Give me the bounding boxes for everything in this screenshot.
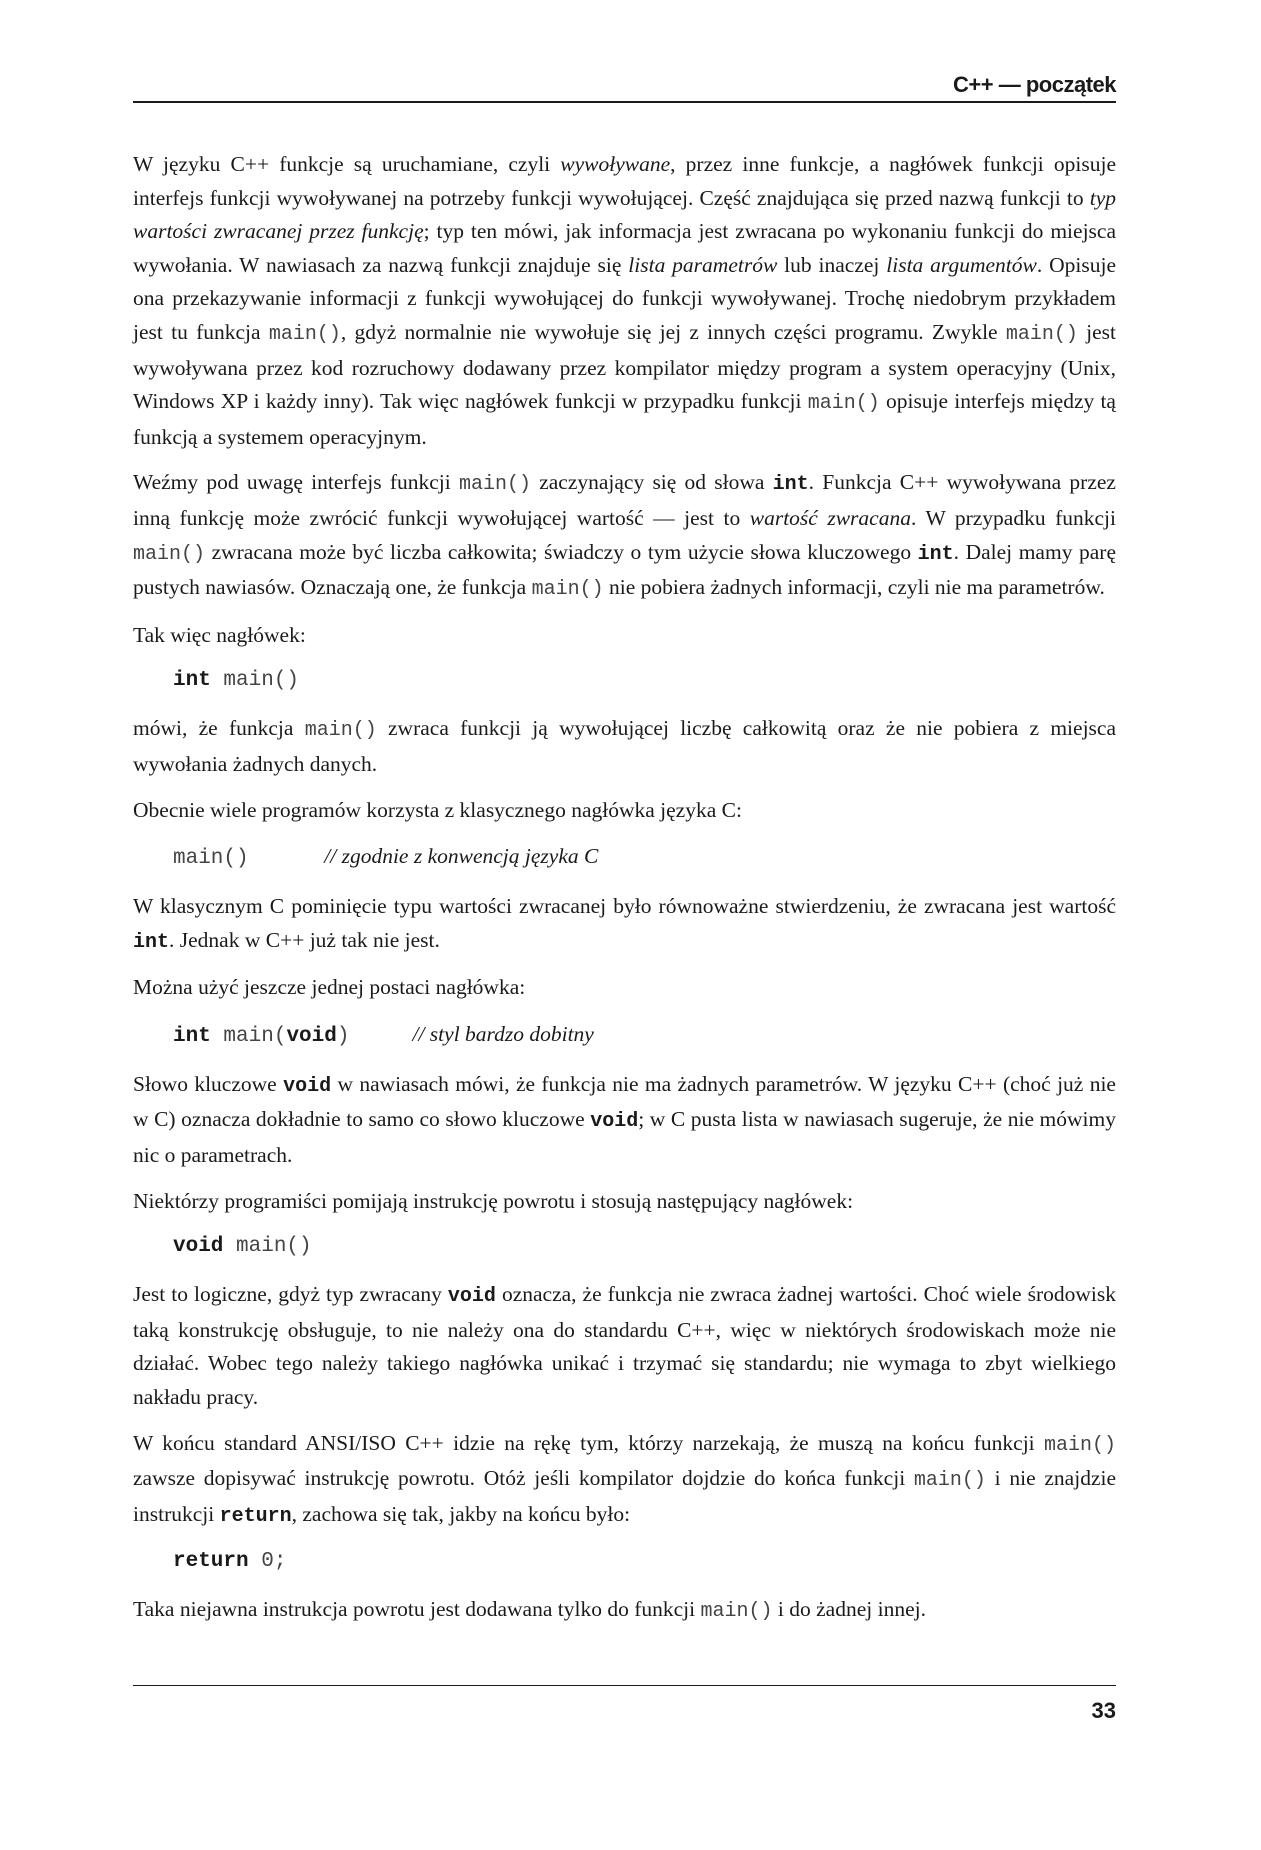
header-rule <box>133 101 1116 103</box>
page-body <box>133 148 1116 1641</box>
code-line-void-main <box>173 1230 1116 1264</box>
paragraph-8 <box>133 1068 1116 1173</box>
inline-code: main() <box>133 542 206 566</box>
code-keyword: void <box>173 1235 224 1259</box>
text-span: W języku C++ funkcje są uruchamiane, czyli <box>133 152 561 176</box>
text-span: W końcu standard ANSI/ISO C++ idzie na rękę tym, którzy narzekają, że muszą na końcu funkcji <box>133 1430 1044 1455</box>
text-span: ; typ ten mówi, jak informacja jest zwracana po wykonaniu funkcji do miejsca wywołania. W nawiasach za nazwą funkcji znajduje się <box>133 219 1116 277</box>
code-text: ) <box>336 1024 350 1048</box>
code-text: main() <box>210 669 300 693</box>
text-span: zawsze dopisywać instrukcję powrotu. Otóż jeśli kompilator dojdzie do końca funkcji <box>133 1466 914 1491</box>
code-comment: // zgodnie z konwencją języka C <box>324 844 599 869</box>
code-line-main-c-style <box>173 839 1116 876</box>
paragraph-3: Tak więc nagłówek: <box>133 622 306 647</box>
inline-keyword: int <box>772 473 809 497</box>
text-span: opisuje interfejs między tą funkcją a systemem operacyjnym. <box>133 389 1116 449</box>
paragraph-11 <box>133 1427 1116 1534</box>
text-span: oznacza, że funkcja nie zwraca żadnej wartości. Choć wiele środowisk taką konstrukcję obsługuje, to nie należy ona do standardu C++, więc w niektórych środowiskach może nie działać. Wobec tego należy takiego nagłówka unikać i trzymać się standardu; nie wymaga to zbyt wielkiego nakładu pracy. <box>133 1282 1117 1410</box>
inline-keyword: void <box>590 1110 639 1134</box>
paragraph-5: Obecnie wiele programów korzysta z klasycznego nagłówka języka C: <box>133 797 742 822</box>
emphasis: wywoływane <box>560 152 671 176</box>
code-spacing <box>249 847 325 870</box>
code-line-return-0 <box>173 1545 1116 1579</box>
text-span: i do żadnej innej. <box>772 1597 926 1622</box>
inline-code: main() <box>700 1600 773 1624</box>
paragraph-12 <box>133 1593 1116 1629</box>
text-span: . Funkcja C++ wywoływana przez inną funkcję może zwrócić funkcji wywołującej wartość — jest to <box>133 470 1116 530</box>
text-span: zaczynający się od słowa <box>530 470 773 495</box>
inline-keyword: return <box>219 1504 292 1528</box>
text-span: nie pobiera żadnych informacji, czyli nie ma parametrów. <box>603 575 1105 600</box>
text-span: mówi, że funkcja <box>133 716 305 741</box>
text-span: . Opisuje ona przekazywanie informacji z funkcji wywołującej do funkcji wywoływanej. Trochę niedobrym przykładem jest tu funkcja <box>133 252 1116 344</box>
inline-keyword: int <box>133 930 170 954</box>
paragraph-6 <box>133 890 1116 959</box>
text-span: . Dalej mamy parę pustych nawiasów. Oznaczają one, że funkcja <box>133 539 1116 600</box>
code-spacing <box>349 1025 412 1048</box>
code-comment: // styl bardzo dobitny <box>412 1021 594 1046</box>
text-span: zwracana może być liczba całkowita; świadczy o tym użycie słowa kluczowego <box>205 539 918 564</box>
paragraph-2 <box>133 466 1116 606</box>
paragraph-9: Niektórzy programiści pomijają instrukcję powrotu i stosują następujący nagłówek: <box>133 1188 854 1213</box>
inline-keyword: int <box>917 542 954 566</box>
text-span: Weźmy pod uwagę interfejs funkcji <box>133 470 459 495</box>
text-span: . W przypadku funkcji <box>910 505 1116 530</box>
code-keyword: int <box>173 1024 211 1048</box>
text-span: i nie znajdzie instrukcji <box>133 1466 1117 1526</box>
emphasis: typ wartości zwracanej przez funkcję <box>133 185 1116 244</box>
paragraph-7: Można użyć jeszcze jednej postaci nagłówka: <box>133 975 526 1000</box>
emphasis: lista parametrów <box>628 252 778 277</box>
text-span: Taka niejawna instrukcja powrotu jest dodawana tylko do funkcji <box>133 1597 701 1622</box>
text-span: ; w C pusta lista w nawiasach sugeruje, że nie mówimy nic o parametrach. <box>133 1107 1116 1168</box>
text-span: . Jednak w C++ już tak nie jest. <box>169 927 440 952</box>
emphasis: wartość zwracana <box>749 505 911 530</box>
code-line-int-main-void <box>173 1017 1116 1054</box>
text-span: , zachowa się tak, jakby na końcu było: <box>291 1501 631 1526</box>
inline-keyword: void <box>447 1285 496 1309</box>
page-number: 33 <box>1091 1698 1116 1723</box>
running-head: C++ — początek <box>953 72 1116 97</box>
text-span: jest wywoływana przez kod rozruchowy dodawany przez kompilator między program a system operacyjny (Unix, Windows XP i każdy inny). Tak więc nagłówek funkcji w przypadku funkcji <box>133 319 1116 414</box>
inline-code: main() <box>807 392 880 416</box>
inline-code: main() <box>913 1469 986 1493</box>
emphasis: lista argumentów <box>886 252 1037 277</box>
code-text: main( <box>210 1024 287 1048</box>
inline-code: main() <box>531 578 604 602</box>
code-keyword: int <box>173 669 211 693</box>
code-line-int-main <box>173 664 1116 698</box>
inline-code: main() <box>458 473 531 497</box>
text-span: w nawiasach mówi, że funkcja nie ma żadnych parametrów. W języku C++ (choć już nie w C) oznacza dokładnie to samo co słowo kluczowe <box>133 1071 1116 1132</box>
inline-code: main() <box>304 719 377 743</box>
text-span: , gdyż normalnie nie wywołuje się jej z innych części programu. Zwykle <box>340 319 1006 344</box>
text-span: lub inaczej <box>777 252 887 277</box>
text-span: , przez inne funkcje, a nagłówek funkcji opisuje interfejs funkcji wywoływanej na potrzeby funkcji wywołującej. Część znajdująca się przed nazwą funkcji to <box>133 152 1117 210</box>
text-span: zwraca funkcji ją wywołującej liczbę całkowitą oraz że nie pobiera z miejsca wywołania żadnych danych. <box>133 716 1116 776</box>
text-span: Jest to logiczne, gdyż typ zwracany <box>133 1282 448 1307</box>
code-keyword: void <box>286 1024 337 1048</box>
code-keyword: return <box>173 1550 249 1574</box>
code-text: main() <box>173 847 249 871</box>
inline-code: main() <box>268 322 341 346</box>
paragraph-10 <box>133 1278 1116 1414</box>
paragraph-4 <box>133 712 1116 781</box>
paragraph-1 <box>133 148 1116 454</box>
inline-code: main() <box>1043 1433 1116 1457</box>
text-span: Słowo kluczowe <box>133 1071 284 1096</box>
footer-rule <box>133 1685 1116 1686</box>
inline-keyword: void <box>283 1074 332 1098</box>
inline-code: main() <box>1005 322 1078 346</box>
text-span: W klasycznym C pominięcie typu wartości zwracanej było równoważne stwierdzeniu, że zwracana jest wartość <box>133 894 1116 919</box>
code-text: 0; <box>248 1550 287 1574</box>
code-text: main() <box>223 1235 312 1259</box>
